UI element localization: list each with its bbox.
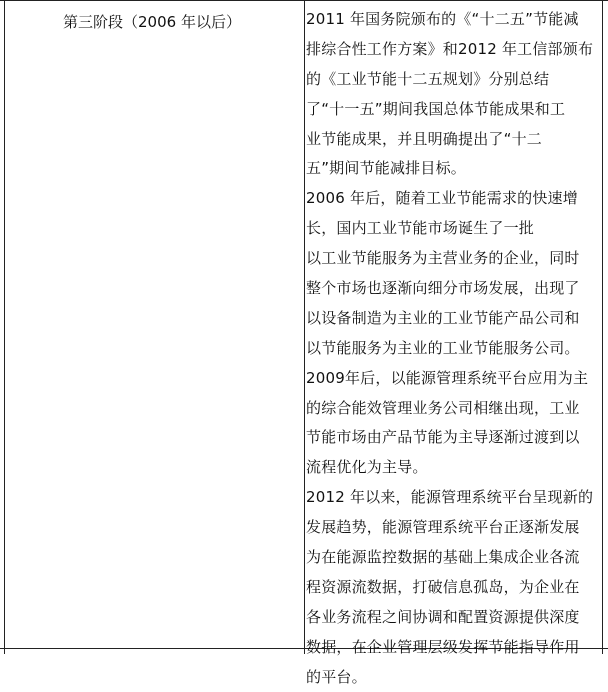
content-line: 程资源流数据，打破信息孤岛，为企业在 xyxy=(306,577,580,596)
content-line: 数据，在企业管理层级发挥节能指导作用 xyxy=(306,637,580,656)
content-line: 以工业节能服务为主营业务的企业，同时 xyxy=(306,249,580,268)
content-line: 了“十一五”期间我国总体节能成果和工 xyxy=(306,99,566,118)
content-line: 为在能源监控数据的基础上集成企业各流 xyxy=(306,548,580,567)
table-left-border xyxy=(4,0,5,654)
content-line: 整个市场也逐渐向细分市场发展，出现了 xyxy=(306,279,580,298)
content-line: 各业务流程之间协调和配置资源提供深度 xyxy=(306,607,580,626)
content-line: 流程优化为主导。 xyxy=(306,458,428,477)
content-line: 节能市场由产品节能为主导逐渐过渡到以 xyxy=(306,428,580,447)
content-line: 2011 年国务院颁布的《“十二五”节能减 xyxy=(306,10,579,28)
content-line: 的平台。 xyxy=(306,667,367,686)
content-line: 2012 年以来，能源管理系统平台呈现新的 xyxy=(306,488,594,507)
content-line: 以节能服务为主业的工业节能服务公司。 xyxy=(306,338,580,357)
content-line: 发展趋势，能源管理系统平台正逐渐发展 xyxy=(306,518,580,537)
content-line: 排综合性工作方案》和2012 年工信部颁布 xyxy=(306,39,594,58)
stage-label: 第三阶段（2006 年以后） xyxy=(63,13,241,31)
content-line: 的《工业节能十二五规划》分别总结 xyxy=(306,69,550,88)
table-right-border xyxy=(602,0,603,654)
content-line: 长，国内工业节能市场诞生了一批 xyxy=(306,219,535,238)
content-line: 2006 年后，随着工业节能需求的快速增 xyxy=(306,189,578,208)
content-line: 2009年后，以能源管理系统平台应用为主 xyxy=(306,368,589,387)
content-line: 以设备制造为主业的工业节能产品公司和 xyxy=(306,308,580,327)
content-line: 业节能成果，并且明确提出了“十二 xyxy=(306,129,542,148)
content-line: 五”期间节能减排目标。 xyxy=(306,159,466,178)
content-line: 的综合能效管理业务公司相继出现，工业 xyxy=(306,398,580,417)
content-cell xyxy=(306,5,602,692)
column-divider xyxy=(304,0,305,654)
